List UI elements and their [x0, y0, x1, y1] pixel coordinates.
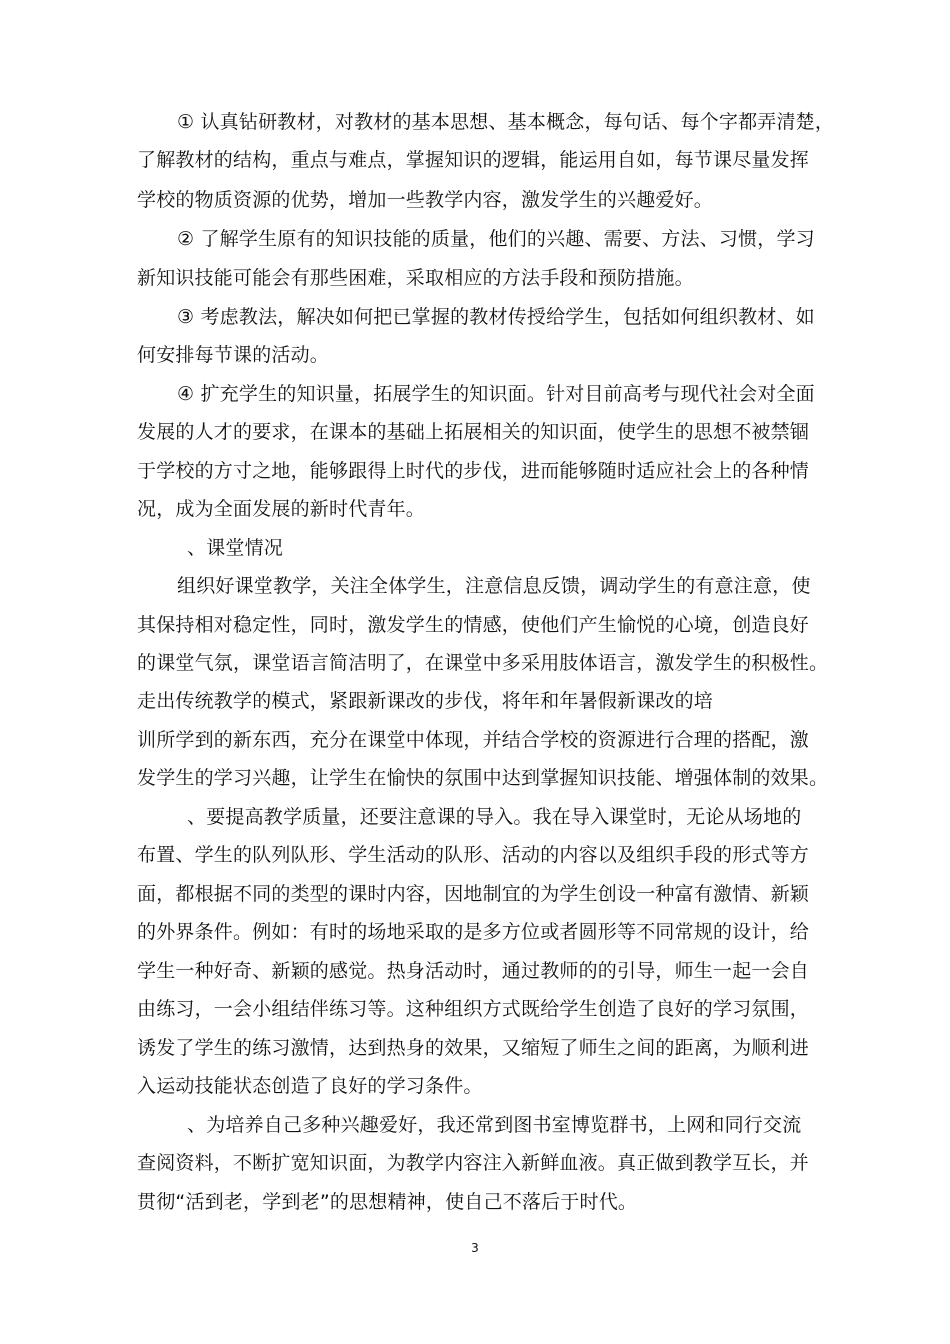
text-line: 入运动技能状态创造了良好的学习条件。 [137, 1075, 483, 1097]
text-line: 学校的物质资源的优势，增加一些教学内容，激发学生的兴趣爱好。 [137, 189, 714, 211]
text-line: 走出传统教学的模式，紧跟新课改的步伐，将年和年暑假新课改的培 [137, 690, 714, 712]
text-line: 况，成为全面发展的新时代青年。 [137, 498, 426, 520]
text-line: 由练习，一会小组结伴练习等。这种组织方式既给学生创造了良好的学习氛围， [137, 998, 810, 1020]
text-line: 诱发了学生的练习激情，达到热身的效果，又缩短了师生之间的距离，为顺利进 [137, 1037, 810, 1059]
text-line: ① 认真钻研教材，对教材的基本思想、基本概念，每句话、每个字都弄清楚， [177, 111, 835, 133]
text-line: 布置、学生的队列队形、学生活动的队形、活动的内容以及组织手段的形式等方 [137, 844, 810, 866]
text-line: 组织好课堂教学，关注全体学生，注意信息反馈，调动学生的有意注意，使 [177, 575, 811, 597]
text-line: ② 了解学生原有的知识技能的质量，他们的兴趣、需要、方法、习惯，学习 [177, 228, 815, 250]
text-line: 贯彻“活到老，学到老”的思想精神，使自己不落后于时代。 [137, 1191, 638, 1213]
text-line: ④ 扩充学生的知识量，拓展学生的知识面。针对目前高考与现代社会对全面 [177, 383, 815, 405]
text-line: 的课堂气氛，课堂语言简洁明了，在课堂中多采用肢体语言，激发学生的积极性。 [137, 652, 829, 674]
text-line: 的外界条件。例如：有时的场地采取的是多方位或者圆形等不同常规的设计，给 [137, 921, 810, 943]
text-line: 查阅资料，不断扩宽知识面，为教学内容注入新鲜血液。真正做到教学互长，并 [137, 1152, 810, 1174]
text-line: 面，都根据不同的类型的课时内容，因地制宜的为学生创设一种富有激情、新颖 [137, 883, 810, 905]
text-line: 训所学到的新东西，充分在课堂中体现，并结合学校的资源进行合理的搭配，激 [137, 729, 810, 751]
text-line: 学生一种好奇、新颖的感觉。热身活动时，通过教师的的引导，师生一起一会自 [137, 960, 810, 982]
text-line: 发学生的学习兴趣，让学生在愉快的氛围中达到掌握知识技能、增强体制的效果。 [137, 767, 829, 789]
text-line: 于学校的方寸之地，能够跟得上时代的步伐，进而能够随时适应社会上的各种情 [137, 460, 810, 482]
text-line: 发展的人才的要求，在课本的基础上拓展相关的知识面，使学生的思想不被禁锢 [137, 421, 810, 443]
text-line: 、要提高教学质量，还要注意课的导入。我在导入课堂时，无论从场地的 [187, 806, 802, 828]
section-heading: 、课堂情况 [187, 537, 284, 559]
text-line: ③ 考虑教法，解决如何把已掌握的教材传授给学生，包括如何组织教材、如 [177, 306, 815, 328]
text-line: 何安排每节课的活动。 [137, 344, 330, 366]
text-line: 新知识技能可能会有那些困难，采取相应的方法手段和预防措施。 [137, 267, 694, 289]
page-number: 3 [471, 1241, 479, 1255]
text-line: 了解教材的结构，重点与难点，掌握知识的逻辑，能运用自如，每节课尽量发挥 [137, 149, 810, 171]
text-line: 其保持相对稳定性，同时，激发学生的情感，使他们产生愉悦的心境，创造良好 [137, 614, 810, 636]
text-line: 、为培养自己多种兴趣爱好，我还常到图书室博览群书，上网和同行交流 [187, 1114, 802, 1136]
